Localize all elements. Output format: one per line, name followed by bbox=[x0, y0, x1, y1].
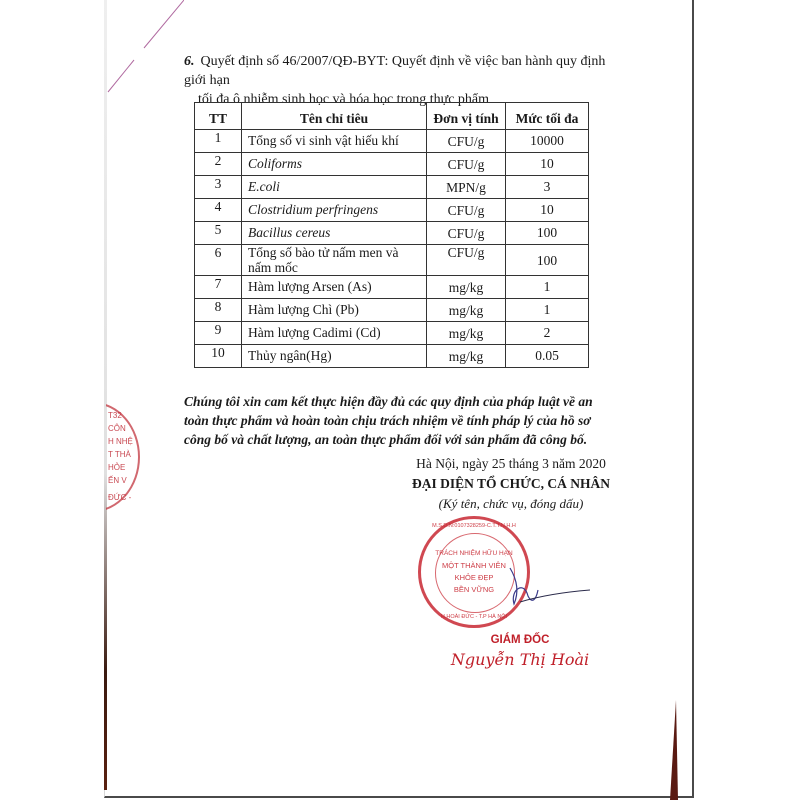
row-unit: mg/kg bbox=[448, 280, 484, 295]
row-max-cell bbox=[506, 345, 589, 368]
row-max: 1 bbox=[543, 302, 551, 317]
seal-line4: BỀN VỮNG bbox=[453, 585, 495, 594]
section-number: 6. bbox=[184, 54, 195, 69]
row-max-cell bbox=[506, 276, 589, 299]
row-max-cell bbox=[506, 130, 589, 153]
header-name: Tên chỉ tiêu bbox=[242, 103, 427, 130]
director-title: GIÁM ĐỐC bbox=[490, 634, 550, 646]
row-unit-cell bbox=[427, 199, 506, 222]
seal-arc-top: M.S.D.N:0107328259-C.T.T.N.H.H bbox=[432, 523, 516, 529]
row-name: Thủy ngân(Hg) bbox=[248, 348, 332, 363]
row-unit-cell bbox=[427, 153, 506, 176]
row-name-cell bbox=[242, 153, 427, 176]
row-unit-cell bbox=[427, 276, 506, 299]
row-name: E.coli bbox=[248, 179, 280, 194]
row-tt: 1 bbox=[214, 130, 222, 145]
row-tt: 9 bbox=[214, 322, 222, 337]
seal-line1: TRÁCH NHIỆM HỮU HẠN bbox=[435, 550, 513, 557]
row-tt-cell bbox=[195, 322, 242, 345]
row-name: Coliforms bbox=[248, 156, 303, 171]
section-title-line2: tối đa ô nhiễm sinh học và hóa học trong thực phẩm bbox=[198, 92, 490, 107]
page-edge-shadow-right bbox=[670, 700, 678, 800]
row-max-cell bbox=[506, 199, 589, 222]
table-row bbox=[195, 276, 589, 299]
side-seal-text: ĐỨC - bbox=[108, 493, 132, 502]
side-seal-text: HỎE bbox=[108, 463, 126, 472]
row-unit-cell bbox=[427, 222, 506, 245]
row-unit: MPN/g bbox=[446, 180, 486, 195]
row-max: 0.05 bbox=[535, 348, 559, 363]
header-max: Mức tối đa bbox=[506, 103, 589, 130]
row-max: 2 bbox=[543, 325, 551, 340]
side-seal-text: T32 bbox=[108, 411, 122, 420]
row-name-cell bbox=[242, 322, 427, 345]
seal-line3: KHỎE ĐẸP bbox=[454, 573, 494, 582]
row-max: 10 bbox=[540, 202, 554, 217]
row-tt-cell bbox=[195, 276, 242, 299]
row-name: Hàm lượng Arsen (As) bbox=[248, 279, 372, 294]
row-max: 10 bbox=[540, 156, 554, 171]
row-tt: 8 bbox=[214, 299, 222, 314]
side-seal-text: CÔN bbox=[108, 424, 126, 433]
row-unit-cell bbox=[427, 176, 506, 199]
section-title-line1: Quyết định số 46/2007/QĐ-BYT: Quyết định về việc ban hành quy định giới hạn bbox=[184, 54, 606, 88]
row-unit-cell bbox=[427, 345, 506, 368]
table-row bbox=[195, 245, 589, 276]
row-max: 100 bbox=[536, 225, 558, 240]
row-name: Hàm lượng Chì (Pb) bbox=[248, 302, 359, 317]
row-unit: mg/kg bbox=[448, 326, 484, 341]
row-tt: 4 bbox=[214, 199, 222, 214]
row-max: 1 bbox=[543, 279, 551, 294]
side-seal-text: H NHỆ bbox=[108, 437, 133, 446]
row-tt-cell bbox=[195, 153, 242, 176]
row-max: 3 bbox=[543, 179, 551, 194]
row-unit-cell bbox=[427, 322, 506, 345]
row-unit: CFU/g bbox=[447, 134, 485, 149]
row-name-cell bbox=[242, 345, 427, 368]
row-name: Bacillus cereus bbox=[248, 225, 331, 240]
commitment-text: Chúng tôi xin cam kết thực hiện đầy đủ các quy định của pháp luật về an toàn thực phẩm và hoàn toàn chịu trách nhiệm về tính pháp lý của hồ sơ công bố và chất lượng, an toàn thực phẩm đối với sản phẩm đã công bố. bbox=[184, 394, 593, 447]
row-name: Clostridium perfringens bbox=[248, 202, 379, 217]
row-tt-cell bbox=[195, 345, 242, 368]
seal-arc-bottom: H.HOÀI ĐỨC - T.P HÀ NỘI bbox=[440, 614, 508, 620]
row-unit: CFU/g bbox=[447, 245, 485, 260]
row-tt: 5 bbox=[214, 222, 222, 237]
row-tt: 6 bbox=[214, 245, 222, 260]
row-max-cell bbox=[506, 299, 589, 322]
table-row bbox=[195, 176, 589, 199]
row-max-cell bbox=[506, 222, 589, 245]
row-name-cell bbox=[242, 222, 427, 245]
row-unit-cell bbox=[427, 299, 506, 322]
row-unit-cell bbox=[427, 130, 506, 153]
table-row bbox=[195, 130, 589, 153]
row-tt-cell bbox=[195, 245, 242, 276]
row-name-cell bbox=[242, 199, 427, 222]
representative-label: ĐẠI DIỆN TỔ CHỨC, CÁ NHÂN bbox=[411, 476, 610, 491]
row-name: Hàm lượng Cadimi (Cd) bbox=[248, 325, 381, 340]
row-tt: 10 bbox=[211, 345, 225, 360]
row-name-cell bbox=[242, 245, 427, 276]
row-name-cell bbox=[242, 176, 427, 199]
row-max-cell bbox=[506, 153, 589, 176]
header-unit: Đơn vị tính bbox=[427, 103, 506, 130]
representative-note: (Ký tên, chức vụ, đóng dấu) bbox=[438, 496, 584, 511]
table-row bbox=[195, 153, 589, 176]
table-row bbox=[195, 345, 589, 368]
row-tt: 3 bbox=[214, 176, 222, 191]
row-unit: mg/kg bbox=[448, 303, 484, 318]
side-seal-text: ẾN V bbox=[108, 476, 127, 485]
director-name: Nguyễn Thị Hoài bbox=[450, 650, 590, 669]
section-heading bbox=[184, 52, 614, 109]
table-row bbox=[195, 322, 589, 345]
row-max-cell bbox=[506, 322, 589, 345]
row-name: Tổng số vi sinh vật hiếu khí bbox=[248, 133, 399, 148]
row-name-cell bbox=[242, 130, 427, 153]
row-max-cell bbox=[506, 176, 589, 199]
row-tt-cell bbox=[195, 176, 242, 199]
row-tt: 2 bbox=[214, 153, 222, 168]
row-unit: mg/kg bbox=[448, 349, 484, 364]
row-name: Tổng số bào tử nấm men và nấm mốc bbox=[248, 245, 399, 275]
row-tt-cell bbox=[195, 222, 242, 245]
row-max: 100 bbox=[536, 253, 558, 268]
seal-line2: MỘT THÀNH VIÊN bbox=[442, 561, 506, 570]
place-date: Hà Nội, ngày 25 tháng 3 năm 2020 bbox=[416, 456, 606, 471]
row-unit: CFU/g bbox=[447, 226, 485, 241]
side-seal-text: T THÀ bbox=[108, 450, 131, 459]
header-tt: TT bbox=[195, 103, 242, 130]
limits-table bbox=[194, 102, 589, 368]
row-tt-cell bbox=[195, 130, 242, 153]
pen-mark bbox=[104, 0, 184, 100]
table-row bbox=[195, 222, 589, 245]
row-name-cell bbox=[242, 276, 427, 299]
row-unit: CFU/g bbox=[447, 203, 485, 218]
row-unit: CFU/g bbox=[447, 157, 485, 172]
row-tt: 7 bbox=[214, 276, 222, 291]
table-row bbox=[195, 199, 589, 222]
side-seal-fragment bbox=[106, 402, 146, 514]
page-edge-shadow bbox=[104, 0, 107, 790]
handwritten-signature bbox=[480, 560, 590, 610]
row-tt-cell bbox=[195, 199, 242, 222]
table-row bbox=[195, 299, 589, 322]
table-header-row bbox=[195, 103, 589, 130]
row-name-cell bbox=[242, 299, 427, 322]
row-unit-cell bbox=[427, 245, 506, 276]
row-tt-cell bbox=[195, 299, 242, 322]
row-max: 10000 bbox=[530, 133, 564, 148]
row-max-cell bbox=[506, 245, 589, 276]
